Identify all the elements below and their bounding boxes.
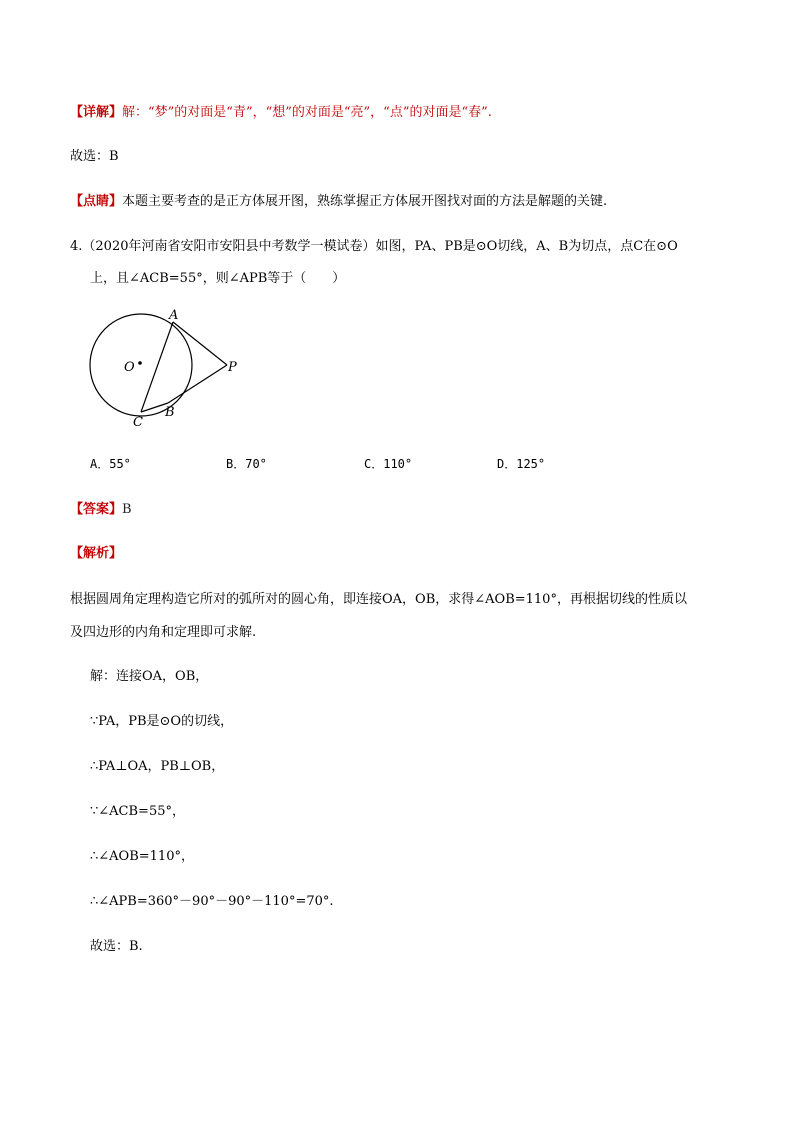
- center-dot: [138, 361, 142, 365]
- option-d: D．125°: [497, 457, 546, 471]
- analysis-step: ∴PA⊥OA，PB⊥OB，: [90, 759, 225, 774]
- question-stem-1: 如图，PA、PB是⊙O切线，A、B为切点，点C在⊙O: [375, 239, 678, 254]
- analysis-intro-1: 根据圆周角定理构造它所对的弧所对的圆心角，即连接OA，OB，求得∠AOB=110°，再根据切线的性质以: [70, 592, 687, 607]
- label-c: C: [133, 415, 143, 430]
- geometry-figure: [80, 300, 260, 435]
- label-o: O: [124, 360, 135, 375]
- option-c: C．110°: [364, 457, 413, 471]
- answer-value: B: [122, 502, 132, 517]
- circle-o: [90, 314, 192, 416]
- comment-line: [70, 193, 607, 211]
- detail-tag: 【详解】: [70, 105, 123, 120]
- option-a: A．55°: [90, 457, 131, 471]
- comment-tag: 【点睛】: [70, 194, 123, 209]
- question-line-2: 上，且∠ACB=55°，则∠APB等于（ ）: [90, 271, 346, 286]
- tangent-pa: [173, 322, 227, 365]
- analysis-step: 故选：B.: [90, 939, 143, 954]
- analysis-step: ∴∠AOB=110°，: [90, 849, 194, 864]
- analysis-step: 解：连接OA，OB，: [90, 669, 209, 684]
- comment-text: 本题主要考查的是正方体展开图，熟练掌握正方体展开图找对面的方法是解题的关键.: [122, 194, 608, 209]
- question-line-1: [70, 238, 678, 256]
- analysis-intro-2: 及四边形的内角和定理即可求解.: [70, 625, 257, 640]
- label-p: P: [228, 360, 237, 375]
- analysis-step: ∵PA，PB是⊙O的切线，: [90, 714, 234, 729]
- answer-tag: 【答案】: [70, 502, 123, 517]
- answer-line: [70, 501, 132, 519]
- detail-text: 解：“梦”的对面是“青”，“想”的对面是“亮”，“点”的对面是“春”.: [122, 105, 492, 120]
- label-a: A: [169, 308, 179, 323]
- label-b: B: [165, 405, 175, 420]
- question-number: 4.: [70, 239, 83, 254]
- option-b: B．70°: [226, 457, 267, 471]
- analysis-step: ∴∠APB=360°－90°－90°－110°=70°.: [90, 894, 334, 909]
- analysis-step: ∵∠ACB=55°，: [90, 804, 185, 819]
- choice-line: 故选：B: [70, 149, 119, 164]
- tangent-pb: [168, 365, 227, 403]
- detail-line: [70, 104, 492, 122]
- chord-ac: [141, 322, 173, 412]
- analysis-tag: 【解析】: [70, 546, 123, 561]
- question-source: （2020年河南省安阳市安阳县中考数学一模试卷）: [82, 239, 376, 254]
